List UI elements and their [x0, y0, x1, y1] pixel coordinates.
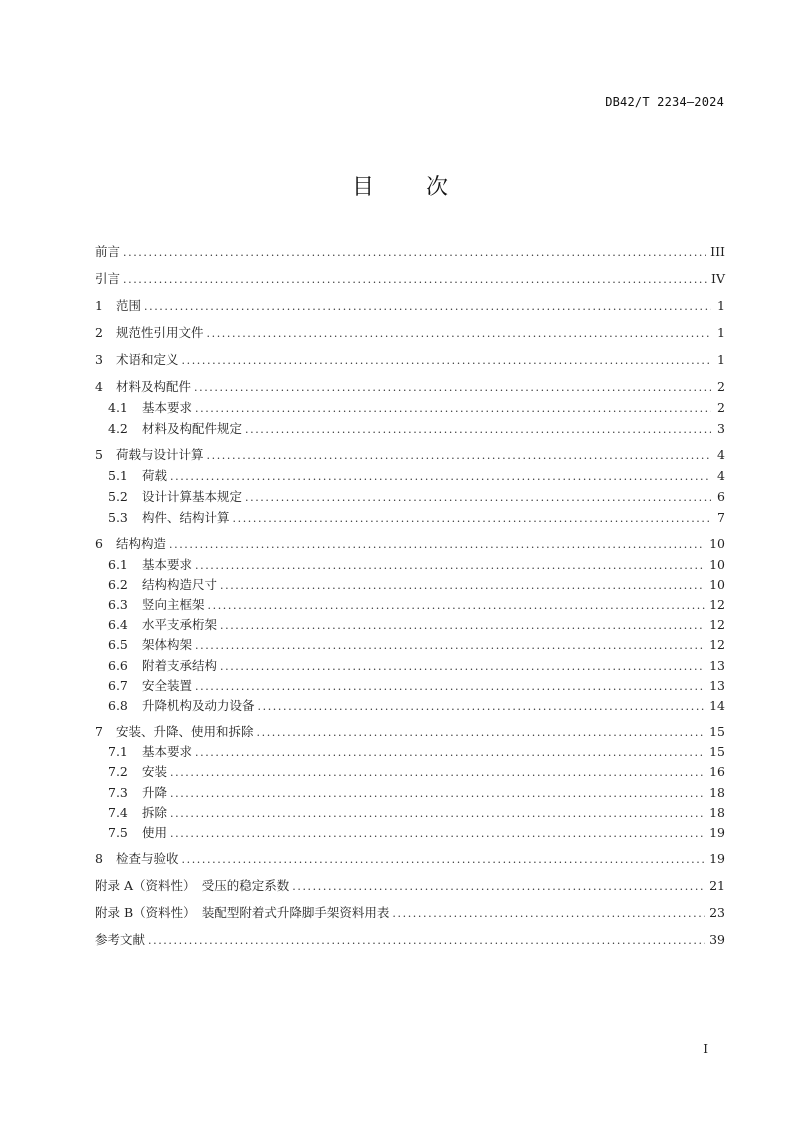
dot-leader	[207, 447, 711, 465]
toc-entry[interactable]	[108, 467, 725, 485]
toc-entry-label: 范围	[116, 298, 142, 313]
title-part-2: 次	[426, 175, 449, 200]
toc-entry-page: 10	[709, 557, 725, 572]
toc-entry[interactable]	[95, 378, 725, 396]
dot-leader	[195, 678, 705, 696]
toc-entry-label: 安装	[142, 764, 168, 779]
dot-leader	[195, 637, 705, 655]
dot-leader	[208, 597, 706, 615]
toc-entry-number: 5.1	[108, 468, 128, 483]
toc-entry-page: 1	[717, 325, 725, 340]
toc-entry-page: 21	[709, 878, 725, 893]
toc-entry-page: IV	[711, 271, 725, 286]
dot-leader	[220, 617, 705, 635]
toc-entry[interactable]	[108, 556, 725, 574]
dot-leader	[195, 557, 705, 575]
toc-entry-page: 19	[709, 825, 725, 840]
toc-entry-page: 4	[717, 447, 725, 462]
toc-entry[interactable]	[95, 904, 725, 922]
toc-entry-label: 水平支承桁架	[142, 617, 218, 632]
dot-leader	[169, 536, 705, 554]
toc-entry[interactable]	[108, 804, 725, 822]
toc-entry-page: 14	[709, 698, 725, 713]
toc-entry[interactable]	[108, 576, 725, 594]
toc-entry-number: 6.7	[108, 678, 128, 693]
toc-entry-number: 7.4	[108, 805, 128, 820]
dot-leader	[170, 825, 705, 843]
toc-entry-page: 12	[709, 597, 725, 612]
toc-entry-page: 39	[709, 932, 725, 947]
toc-entry-number: 5	[95, 447, 103, 462]
toc-entry-number: 6.4	[108, 617, 128, 632]
dot-leader	[170, 764, 705, 782]
dot-leader	[258, 698, 706, 716]
dot-leader	[170, 805, 705, 823]
toc-entry[interactable]	[108, 743, 725, 761]
toc-entry[interactable]	[95, 446, 725, 464]
dot-leader	[144, 298, 711, 316]
dot-leader	[245, 421, 711, 439]
toc-entry-label: 附录 A（资料性） 受压的稳定系数	[95, 878, 290, 893]
toc-entry[interactable]	[95, 351, 725, 369]
dot-leader	[195, 400, 711, 418]
dot-leader	[182, 851, 706, 869]
dot-leader	[123, 271, 707, 289]
toc-entry-label: 规范性引用文件	[116, 325, 204, 340]
toc-entry[interactable]	[108, 824, 725, 842]
toc-entry-label: 结构构造尺寸	[142, 577, 218, 592]
title-part-1: 目	[351, 175, 374, 200]
toc-entry[interactable]	[95, 877, 725, 895]
toc-entry[interactable]	[108, 677, 725, 695]
toc-entry[interactable]	[95, 270, 725, 288]
toc-entry-page: 18	[709, 805, 725, 820]
toc-entry-number: 2	[95, 325, 103, 340]
toc-entry-number: 6.6	[108, 658, 128, 673]
toc-entry[interactable]	[95, 324, 725, 342]
dot-leader	[195, 744, 705, 762]
toc-entry-label: 参考文献	[95, 932, 146, 947]
toc-entry-number: 4.2	[108, 421, 128, 436]
toc-entry[interactable]	[108, 636, 725, 654]
toc-entry[interactable]	[108, 399, 725, 417]
toc-entry-page: 2	[717, 379, 725, 394]
dot-leader	[392, 905, 705, 923]
toc-entry[interactable]	[95, 723, 725, 741]
toc-entry[interactable]	[95, 297, 725, 315]
toc-entry-page: 6	[717, 489, 725, 504]
dot-leader	[194, 379, 711, 397]
toc-entry[interactable]	[108, 616, 725, 634]
toc-entry-label: 安装、升降、使用和拆除	[116, 724, 254, 739]
toc-entry-page: 10	[709, 536, 725, 551]
dot-leader	[220, 658, 705, 676]
toc-entry-number: 5.3	[108, 510, 128, 525]
toc-entry-page: 13	[709, 678, 725, 693]
toc-entry-label: 材料及构配件	[116, 379, 192, 394]
toc-entry-label: 基本要求	[142, 744, 193, 759]
toc-entry-number: 6.1	[108, 557, 128, 572]
toc-entry-label: 升降	[142, 785, 168, 800]
toc-entry-number: 6.3	[108, 597, 128, 612]
toc-entry-label: 安全装置	[142, 678, 193, 693]
toc-entry-number: 7.5	[108, 825, 128, 840]
toc-entry[interactable]	[108, 763, 725, 781]
toc-entry-page: 2	[717, 400, 725, 415]
document-code: DB42/T 2234—2024	[605, 95, 724, 109]
toc-entry-label: 荷载与设计计算	[116, 447, 204, 462]
toc-entry-label: 附着支承结构	[142, 658, 218, 673]
toc-entry-label: 基本要求	[142, 400, 193, 415]
toc-entry-label: 架体构架	[142, 637, 193, 652]
toc-entry[interactable]	[108, 697, 725, 715]
toc-entry[interactable]	[108, 488, 725, 506]
toc-entry-page: 18	[709, 785, 725, 800]
toc-entry-number: 6.8	[108, 698, 128, 713]
toc-entry-page: 12	[709, 617, 725, 632]
toc-entry[interactable]	[108, 657, 725, 675]
page-number: I	[703, 1042, 708, 1056]
toc-entry-page: 13	[709, 658, 725, 673]
dot-leader	[123, 244, 706, 262]
dot-leader	[292, 878, 705, 896]
toc-entry-page: 7	[717, 510, 725, 525]
toc-entry-page: 1	[717, 352, 725, 367]
toc-entry-label: 竖向主框架	[142, 597, 205, 612]
dot-leader	[170, 468, 711, 486]
toc-entry[interactable]	[95, 850, 725, 868]
dot-leader	[148, 932, 705, 950]
dot-leader	[170, 785, 705, 803]
toc-entry[interactable]	[95, 535, 725, 553]
toc-entry-page: 15	[709, 744, 725, 759]
toc-entry-label: 术语和定义	[116, 352, 179, 367]
toc-entry-label: 构件、结构计算	[142, 510, 230, 525]
toc-entry[interactable]	[95, 243, 725, 261]
toc-entry-label: 使用	[142, 825, 168, 840]
toc-entry-label: 拆除	[142, 805, 168, 820]
toc-entry-page: 1	[717, 298, 725, 313]
toc-entry-page: 16	[709, 764, 725, 779]
toc-entry-label: 荷载	[142, 468, 168, 483]
toc-entry[interactable]	[108, 509, 725, 527]
toc-entry-number: 7.3	[108, 785, 128, 800]
dot-leader	[220, 577, 705, 595]
toc-entry-page: 4	[717, 468, 725, 483]
toc-entry-number: 7.2	[108, 764, 128, 779]
toc-entry-number: 7.1	[108, 744, 128, 759]
toc-entry-label: 检查与验收	[116, 851, 179, 866]
toc-entry-number: 7	[95, 724, 103, 739]
toc-entry-page: 10	[709, 577, 725, 592]
toc-entry-number: 5.2	[108, 489, 128, 504]
toc-entry-page: 23	[709, 905, 725, 920]
toc-entry-page: III	[710, 244, 725, 259]
toc-entry-label: 前言	[95, 244, 121, 259]
dot-leader	[245, 489, 711, 507]
toc-entry[interactable]	[108, 784, 725, 802]
toc-entry-label: 基本要求	[142, 557, 193, 572]
toc-entry-number: 6	[95, 536, 103, 551]
dot-leader	[257, 724, 706, 742]
toc-entry-number: 6.5	[108, 637, 128, 652]
toc-entry-page: 19	[709, 851, 725, 866]
toc-entry-label: 附录 B（资料性） 装配型附着式升降脚手架资料用表	[95, 905, 390, 920]
dot-leader	[233, 510, 711, 528]
toc-entry-number: 8	[95, 851, 103, 866]
dot-leader	[182, 352, 711, 370]
toc-entry-number: 6.2	[108, 577, 128, 592]
toc-entry-label: 设计计算基本规定	[142, 489, 243, 504]
dot-leader	[207, 325, 711, 343]
toc-entry[interactable]	[95, 931, 725, 949]
toc-entry-number: 3	[95, 352, 103, 367]
toc-entry-label: 材料及构配件规定	[142, 421, 243, 436]
toc-entry-page: 15	[709, 724, 725, 739]
toc-entry[interactable]	[108, 596, 725, 614]
toc-entry-page: 12	[709, 637, 725, 652]
toc-entry-page: 3	[717, 421, 725, 436]
toc-entry-label: 升降机构及动力设备	[142, 698, 255, 713]
toc-entry-label: 引言	[95, 271, 121, 286]
toc-entry-number: 1	[95, 298, 103, 313]
page-title	[0, 170, 800, 201]
toc-entry-label: 结构构造	[116, 536, 167, 551]
toc-entry-number: 4.1	[108, 400, 128, 415]
toc-entry-number: 4	[95, 379, 103, 394]
toc-entry[interactable]	[108, 420, 725, 438]
